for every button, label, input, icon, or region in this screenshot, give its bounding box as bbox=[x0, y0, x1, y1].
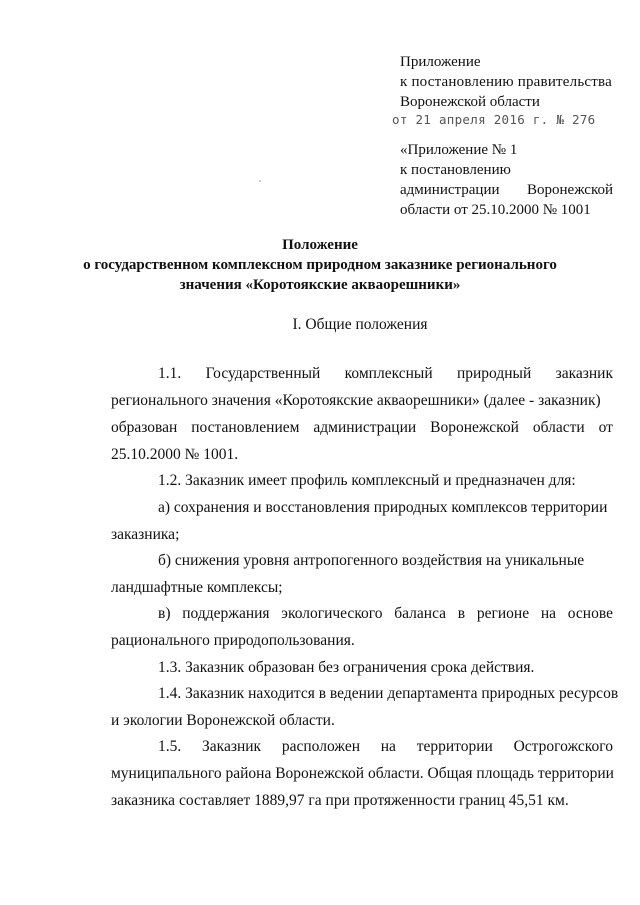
title-line: Положение bbox=[282, 237, 358, 253]
paragraph-1-5-line-3: заказника составляет 1889,97 га при протяженности границ 45,51 км. bbox=[111, 792, 569, 809]
word: на bbox=[380, 738, 396, 755]
original-appendix-line bbox=[400, 180, 613, 200]
word: постановлением bbox=[191, 419, 300, 436]
paragraph-1-4-line-1: 1.4. Заказник находится в ведении департамента природных ресурсов bbox=[158, 685, 619, 702]
word: регионе bbox=[476, 605, 530, 622]
word: на bbox=[540, 605, 557, 622]
word: Воронежской bbox=[430, 419, 519, 436]
word: области bbox=[532, 419, 585, 436]
word: Острогожского bbox=[513, 738, 613, 755]
appendix-line: к постановлению правительства bbox=[400, 74, 612, 90]
original-appendix-line: к постановлению bbox=[400, 162, 511, 178]
word: администрации bbox=[400, 182, 500, 198]
paragraph-1-1-line-3 bbox=[111, 419, 613, 437]
word: расположен bbox=[281, 738, 360, 755]
word: основе bbox=[567, 605, 613, 622]
word: Воронежской bbox=[527, 182, 613, 198]
item-a-line-2: заказника; bbox=[111, 526, 180, 543]
paragraph-1-1-line-4: 25.10.2000 № 1001. bbox=[111, 446, 239, 463]
word: Заказник bbox=[202, 738, 262, 755]
item-a-line-1: а) сохранения и восстановления природных комплексов территории bbox=[158, 499, 608, 516]
word: Государственный bbox=[205, 365, 321, 382]
word: баланса bbox=[394, 605, 447, 622]
word: экологического bbox=[281, 605, 383, 622]
original-appendix-header bbox=[400, 140, 613, 220]
paragraph-1-1-line-2 bbox=[111, 392, 613, 410]
title-line: значения «Коротоякские акваорешники» bbox=[179, 277, 461, 293]
word: поддержания bbox=[182, 605, 270, 622]
section-heading: I. Общие положения bbox=[292, 316, 428, 333]
paragraph-1-5-line-1 bbox=[111, 738, 613, 756]
item-b-line-2: ландшафтные комплексы; bbox=[111, 579, 283, 596]
paragraph-1-1-line-1 bbox=[111, 365, 613, 383]
original-appendix-line: «Приложение № 1 bbox=[400, 142, 518, 158]
word: комплексный bbox=[344, 365, 433, 382]
paragraph-1-4-line-2: и экологии Воронежской области. bbox=[111, 712, 335, 729]
paragraph-1-5-line-2: муниципального района Воронежской области. Общая площадь территории bbox=[111, 765, 614, 782]
item-v-line-1 bbox=[111, 605, 613, 623]
item-v-line-2: рационального природопользования. bbox=[111, 632, 355, 649]
paragraph-1-3: 1.3. Заказник образован без ограничения срока действия. bbox=[158, 659, 535, 676]
word: в bbox=[457, 605, 466, 622]
appendix-line: Воронежской области bbox=[400, 94, 540, 110]
scan-speck bbox=[259, 180, 261, 182]
title-line: о государственном комплексном природном заказнике регионального bbox=[83, 257, 557, 273]
document-title bbox=[60, 235, 580, 295]
word: заказник bbox=[555, 365, 613, 382]
item-b-line-1: б) снижения уровня антропогенного воздействия на уникальные bbox=[158, 552, 585, 569]
line-text: регионального значения «Коротоякские акваорешники» (далее - заказник) bbox=[111, 392, 601, 409]
word: территории bbox=[416, 738, 493, 755]
word: администрации bbox=[313, 419, 417, 436]
appendix-line: Приложение bbox=[400, 54, 481, 70]
appendix-header bbox=[400, 52, 612, 112]
word: природный bbox=[456, 365, 532, 382]
word: в) bbox=[158, 605, 171, 622]
date-stamp: от 21 апреля 2016 г. № 276 bbox=[392, 112, 596, 127]
word: образован bbox=[111, 419, 178, 436]
word: 1.1. bbox=[158, 365, 182, 382]
word: от bbox=[598, 419, 613, 436]
paragraph-1-2: 1.2. Заказник имеет профиль комплексный и предназначен для: bbox=[158, 472, 576, 489]
original-appendix-line: области от 25.10.2000 № 1001 bbox=[400, 202, 591, 218]
word: 1.5. bbox=[158, 738, 182, 755]
